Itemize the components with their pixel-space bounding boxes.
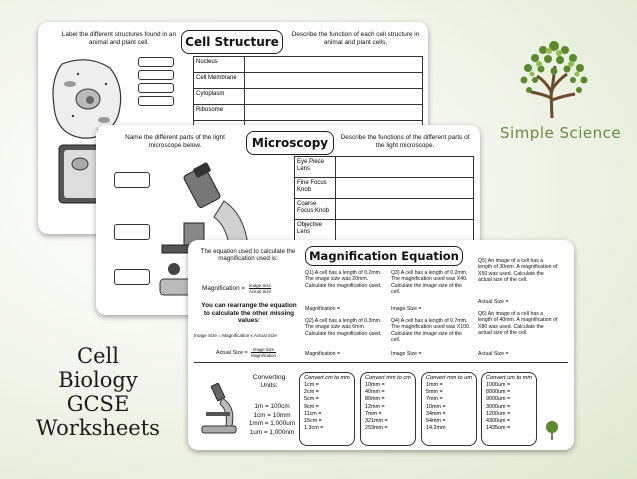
main-title [18, 344, 178, 440]
convert-heading: Convert mm to um [425, 375, 472, 381]
magnification-sheet [188, 240, 574, 450]
row-label: Cytoplasm [196, 91, 225, 97]
convert-item: 253mm = [365, 425, 388, 432]
actual-numerator: Image Size [252, 347, 274, 352]
convert-item: 80mm = [365, 396, 385, 403]
question-2: Q2) A cell has a length of 0.3mm. The image size was 6mm. Calculate the magnification used. [305, 318, 382, 337]
row-label: Eye Piece Lens [297, 159, 325, 172]
equation-numerator: Image Size [248, 283, 271, 288]
convert-item: 9000um = [486, 396, 511, 403]
image-size-equation: Image Size = Magnification x Actual Size [194, 333, 277, 338]
title-line-2: Biology [58, 368, 138, 392]
table-row [295, 178, 473, 199]
convert-item: 5mm = [426, 389, 443, 396]
converting-title: Converting Units: [252, 374, 286, 389]
question-3-answer[interactable]: Image Size = [391, 306, 422, 312]
table-row [295, 157, 473, 178]
question-4: Q4) A cell has a length of 0.7mm. The magnification used was X100. Calculate the image size of the cell. [391, 318, 471, 344]
units-list [242, 403, 302, 437]
sheet1-label-box-1[interactable] [138, 57, 174, 67]
table-row [194, 89, 422, 105]
convert-item: 1000um = [486, 382, 511, 388]
actual-size-left: Actual Size = [216, 349, 248, 356]
sheet1-label-box-2[interactable] [138, 70, 174, 80]
convert-item: 34mm = [426, 410, 446, 417]
table-row [194, 73, 422, 89]
convert-mm-to-cm [360, 372, 416, 446]
convert-item: 9cm = [304, 403, 319, 410]
convert-item: 1200um = [486, 410, 511, 417]
convert-item: 14.2mm [426, 425, 446, 432]
question-1-answer[interactable]: Magnification = [305, 306, 341, 312]
convert-item: 7mm = [365, 410, 382, 417]
convert-item: 11cm = [304, 410, 322, 417]
convert-item: 1cm = [304, 382, 319, 388]
convert-item: 15cm = [304, 418, 322, 425]
convert-item: 1.3cm = [304, 425, 324, 432]
convert-item: 2cm = [304, 389, 319, 396]
row-label: Fine Focus Knob [297, 180, 327, 193]
convert-heading: Convert um to mm [485, 375, 532, 381]
actual-size-equation [216, 347, 276, 358]
question-2-answer[interactable]: Magnification = [305, 351, 341, 357]
table-row [194, 57, 422, 73]
convert-cm-to-mm [299, 372, 355, 446]
convert-item: 4300um = [486, 418, 511, 425]
convert-item: 3000um = [486, 403, 511, 410]
sheet1-left-instruction: Label the different structures found in an animal and plant cell. [61, 31, 177, 46]
question-6: Q6) An image of a cell has a length of 40mm. A magnification of X80 was used. Calculate the actual size of the cell. [478, 311, 558, 337]
sheet3-title: Magnification Equation [305, 246, 463, 266]
convert-item: 321mm = [365, 418, 388, 425]
table-row [295, 199, 473, 220]
row-label: Ribosome [196, 107, 224, 113]
table-row [194, 105, 422, 121]
sheet1-label-box-4[interactable] [138, 96, 174, 106]
sheet2-label-box-3[interactable] [114, 269, 150, 285]
sheet2-title: Microscopy [246, 131, 334, 155]
convert-item: 1435um = [486, 425, 511, 432]
small-microscope-icon [200, 382, 240, 436]
sheet2-left-instruction: Name the different parts of the light microscope below. [125, 134, 225, 149]
row-label: Cell Membrane [196, 75, 237, 81]
convert-heading: Convert mm to cm [365, 375, 411, 381]
question-6-answer[interactable]: Actual Size = [478, 351, 509, 357]
convert-item: 12mm = [365, 403, 385, 410]
row-label: Objective Lens [297, 222, 323, 235]
table-row [295, 220, 473, 241]
convert-item: 7mm = [426, 396, 443, 403]
convert-item: 10mm = [426, 403, 446, 410]
unit-conversion: 1cm = 10mm [253, 411, 291, 419]
sheet2-right-instruction: Describe the functions of the different parts of the light microscope. [340, 134, 470, 149]
row-label: Nucleus [196, 59, 218, 65]
row-label: Coarse Focus Knob [297, 201, 330, 214]
convert-item: 54mm = [426, 418, 446, 425]
equation-left: Magnification = [202, 285, 246, 293]
brand-name: Simple Science [500, 124, 622, 142]
rearrange-text: You can rearrange the equation to calculate the other missing values: [201, 302, 297, 325]
small-tree-icon [542, 420, 562, 440]
actual-denominator: Magnification [251, 353, 276, 358]
question-5: Q5) An image of a cell has a length of 30mm. A magnification of X50 was used. Calculate the actual size of the cell. [478, 258, 558, 284]
sheet2-label-box-1[interactable] [114, 172, 150, 188]
sheet1-right-instruction: Describe the function of each cell structure in animal and plant cells. [291, 31, 420, 46]
unit-conversion: 1um = 1,000nm [249, 428, 295, 436]
question-4-answer[interactable]: Image Size = [391, 351, 422, 357]
brand-logo [515, 36, 593, 118]
intro-text: The equation used to calculate the magnification used is: [200, 248, 296, 263]
title-line-4: Worksheets [36, 416, 160, 440]
divider-line [194, 362, 568, 363]
convert-mm-to-um [421, 372, 477, 446]
convert-um-to-mm [481, 372, 537, 446]
sheet1-label-box-3[interactable] [138, 83, 174, 93]
question-1: Q1) A cell has a length of 0.2mm. The image size was 20mm. Calculate the magnification used. [305, 270, 382, 289]
convert-heading: Convert cm to mm [304, 375, 350, 381]
magnification-equation [202, 283, 302, 294]
convert-item: 1mm = [426, 382, 443, 388]
title-line-1: Cell [77, 344, 119, 368]
sheet2-label-box-2[interactable] [114, 224, 150, 240]
question-3: Q3) A cell has a length of 0.2mm. The magnification used was X40. Calculate the image size of the cell. [391, 270, 468, 296]
equation-denominator: Actual Size [248, 289, 271, 294]
convert-item: 8000um = [486, 389, 511, 396]
title-line-3: GCSE [66, 392, 130, 416]
tree-icon [515, 36, 593, 118]
sheet1-title: Cell Structure [181, 30, 283, 54]
unit-conversion: 1mm = 1,000um [248, 420, 296, 428]
convert-item: 40mm = [365, 389, 385, 396]
question-5-answer[interactable]: Actual Size = [478, 299, 509, 305]
convert-item: 5cm = [304, 396, 319, 403]
unit-conversion: 1m = 100cm [254, 403, 290, 410]
convert-item: 10mm = [365, 382, 385, 388]
